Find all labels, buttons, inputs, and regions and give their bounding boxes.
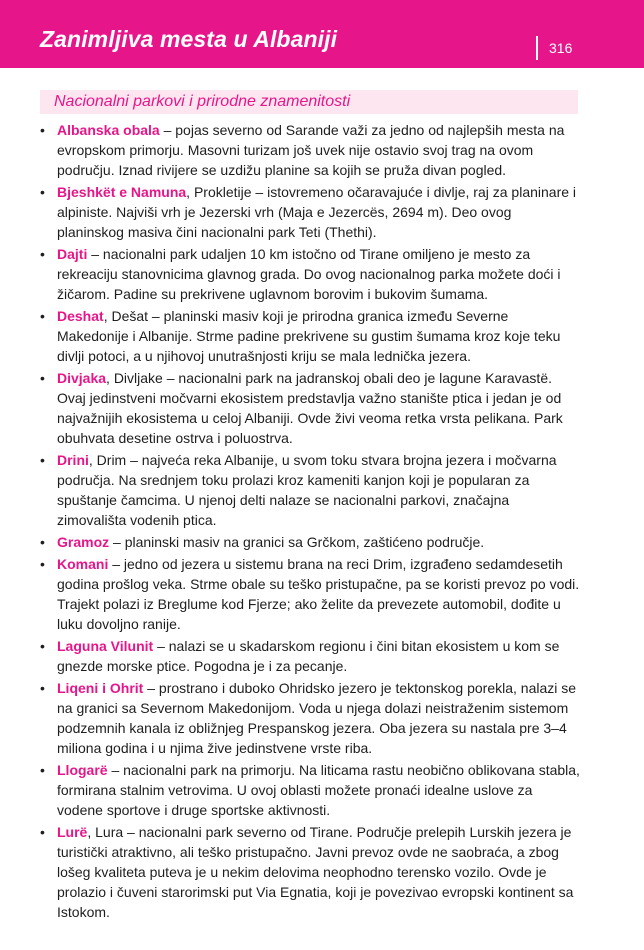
- bullet-icon: •: [40, 638, 45, 654]
- entries-list: [40, 120, 580, 924]
- list-item: [40, 182, 580, 242]
- bullet-icon: •: [40, 762, 45, 778]
- entry-text: – nalazi se u skadarskom regionu i čini bitan ekosistem u kom se gnezde morske ptice. Pogodna je i za pecanje.: [57, 638, 560, 674]
- entry-term: Lurë: [57, 824, 88, 840]
- page-number: 316: [549, 40, 573, 56]
- entry-text: – prostrano i duboko Ohridsko jezero je tektonskog porekla, nalazi se na granici sa Severnom Makedonijom. Voda u njega dolazi neistraženim sistemom podzemnih kanala iz obližnjeg Prespanskog jezera. Oba jezera su nastala pre 3–4 miliona godina i u njima žive jedinstvene vrste riba.: [57, 680, 577, 756]
- entry-text: – pojas severno od Sarande važi za jedno od najlepših mesta na evropskom primorju. Masovni turizam još uvek nije ostavio svoj trag na ovom području. Iznad rivijere se uzdižu planine sa kojih se pruža divan pogled.: [57, 122, 565, 178]
- bullet-icon: •: [40, 452, 45, 468]
- entry-term: Divjaka: [57, 370, 107, 386]
- bullet-icon: •: [40, 824, 45, 840]
- section-title: Nacionalni parkovi i prirodne znamenitosti: [54, 93, 351, 110]
- entry-text: – planinski masiv na granici sa Grčkom, zaštićeno područje.: [109, 534, 485, 550]
- list-item: [40, 306, 580, 366]
- entry-text: – jedno od jezera u sistemu brana na reci Drim, izgrađeno sedamdesetih godina prošlog veka. Strme obale su teško pristupačne, pa se koristi prevoz po vodi. Trajekt polazi iz Breglume kod Fjerze; ako želite da prevezete automobil, dođite u luku dovoljno ranije.: [57, 556, 580, 632]
- list-item: [40, 554, 580, 634]
- entry-term: Gramoz: [57, 534, 110, 550]
- entry-term: Deshat: [57, 308, 104, 324]
- entry-text: , Dešat – planinski masiv koji je prirodna granica između Severne Makedonije i Albanije. Strme padine prekrivene su gustim šumama kroz koje teku divlji potoci, a u njihovoj unutrašnjosti kriju se mala lednička jezera.: [57, 308, 561, 364]
- entry-term: Llogarë: [57, 762, 108, 778]
- bullet-icon: •: [40, 184, 45, 200]
- list-item: [40, 244, 580, 304]
- entry-term: Drini: [57, 452, 89, 468]
- list-item: [40, 678, 580, 758]
- bullet-icon: •: [40, 246, 45, 262]
- header-divider: [536, 36, 538, 60]
- list-item: [40, 450, 580, 530]
- entry-text: , Prokletije – istovremeno očaravajuće i divlje, raj za planinare i alpiniste. Najviši vrh je Jezerski vrh (Maja e Jezercës, 2694 m). Deo ovog planinskog masiva čini nacionalni park Teti (Thethi).: [57, 184, 577, 240]
- bullet-icon: •: [40, 534, 45, 550]
- list-item: [40, 636, 580, 676]
- entry-term: Dajti: [57, 246, 88, 262]
- entry-term: Laguna Vilunit: [57, 638, 154, 654]
- list-item: [40, 368, 580, 448]
- page-header: [0, 0, 644, 68]
- bullet-icon: •: [40, 308, 45, 324]
- entry-term: Albanska obala: [57, 122, 160, 138]
- entry-term: Komani: [57, 556, 109, 572]
- entry-term: Liqeni i Ohrit: [57, 680, 144, 696]
- chapter-title: Zanimljiva mesta u Albaniji: [40, 26, 338, 52]
- list-item: [40, 760, 580, 820]
- bullet-icon: •: [40, 122, 45, 138]
- bullet-icon: •: [40, 680, 45, 696]
- list-item: [40, 532, 580, 552]
- entry-text: – nacionalni park udaljen 10 km istočno od Tirane omiljeno je mesto za rekreaciju stanovnicima glavnog grada. Do ovog nacionalnog parka možete doći i žičarom. Padine su prekrivene uglavnom borovim i bukovim šumama.: [57, 246, 561, 302]
- section-heading-bar: [40, 90, 578, 114]
- bullet-icon: •: [40, 556, 45, 572]
- list-item: [40, 822, 580, 922]
- bullet-icon: •: [40, 370, 45, 386]
- entry-term: Bjeshkët e Namuna: [57, 184, 187, 200]
- entry-text: , Drim – najveća reka Albanije, u svom toku stvara brojna jezera i močvarna područja. Na srednjem toku prolazi kroz kameniti kanjon koji je popularan za spuštanje čamcima. U njenoj delti nalaze se nacionalni parkovi, značajna zimovališta vodenih ptica.: [57, 452, 557, 528]
- entry-text: , Lura – nacionalni park severno od Tirane. Područje prelepih Lurskih jezera je turistički atraktivno, ali teško pristupačno. Javni prevoz ovde ne saobraća, a zbog lošeg kvaliteta puteva je u nekim delovima neophodno terensko vozilo. Ovde je prolazio i čuveni starorimski put Via Egnatia, koji je povezivao evropski kontinent sa Istokom.: [57, 824, 574, 920]
- list-item: [40, 120, 580, 180]
- entry-text: , Divljake – nacionalni park na jadranskoj obali deo je lagune Karavastë. Ovaj jedinstveni močvarni ekosistem predstavlja važno stanište ptica i jedan je od najvažnijih ekosistema u celoj Albaniji. Ovde živi veoma retka vrsta pelikana. Park obuhvata desetine ostrva i poluostrva.: [57, 370, 563, 446]
- entry-text: – nacionalni park na primorju. Na liticama rastu neobično oblikovana stabla, formirana stalnim vetrovima. U ovoj oblasti možete pronaći idealne uslove za vodene sportove i druge sportske aktivnosti.: [57, 762, 580, 818]
